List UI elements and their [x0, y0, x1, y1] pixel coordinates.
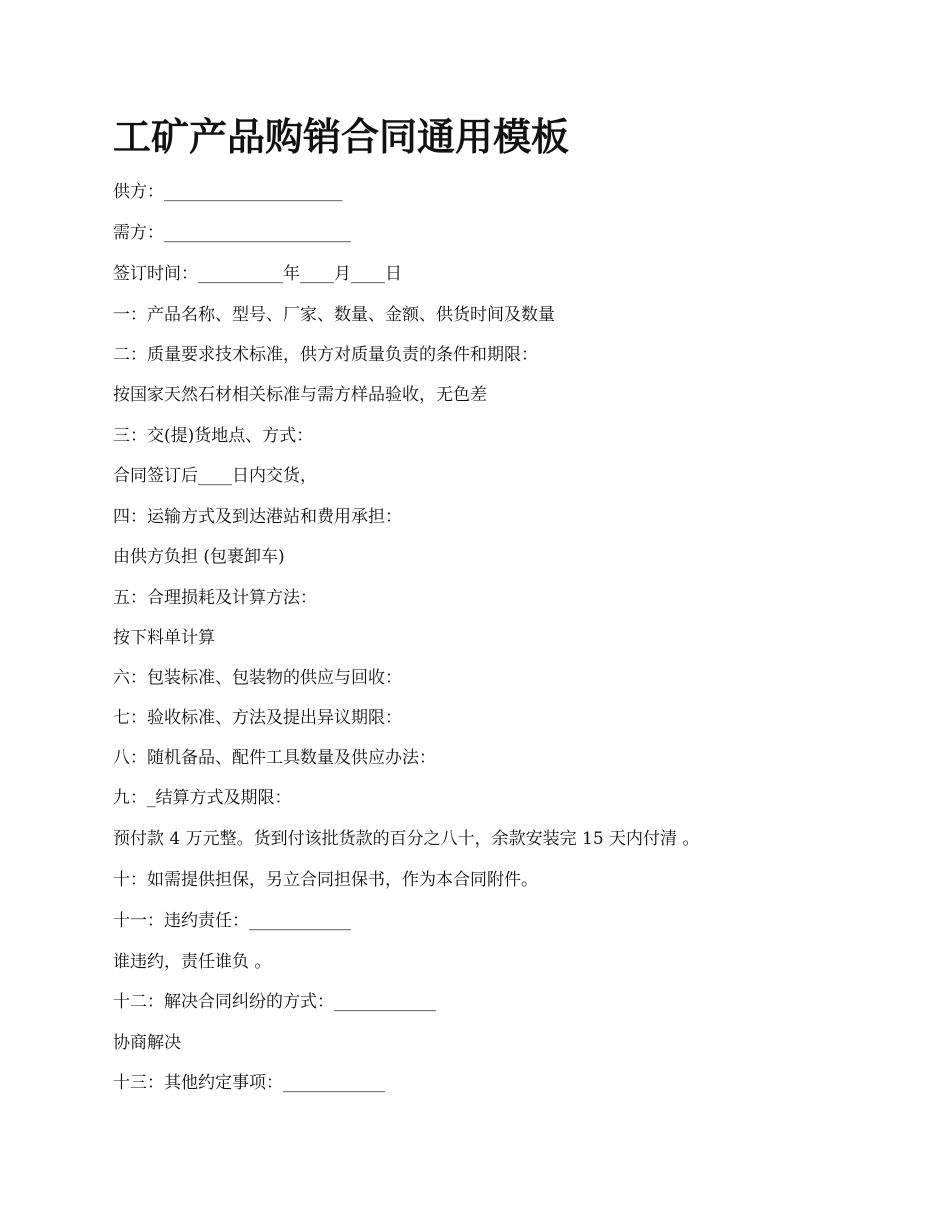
clause-5-content: 按下料单计算 [113, 628, 215, 648]
clause-4-content: 由供方负担 (包裹卸车) [113, 547, 285, 567]
clause-3-content: 合同签订后____日内交货， [113, 466, 317, 486]
supplier-line: 供方：_____________________ [113, 182, 343, 202]
clause-10-heading: 十：如需提供担保，另立合同担保书，作为本合同附件。 [113, 870, 538, 890]
clause-9-content: 预付款 4 万元整。货到付该批货款的百分之八十，余款安装完 15 天内付清 。 [113, 829, 700, 849]
clause-3-heading: 三：交(提)货地点、方式： [113, 426, 314, 446]
clause-12-content: 协商解决 [113, 1033, 181, 1053]
clause-1-heading: 一：产品名称、型号、厂家、数量、金额、供货时间及数量 [113, 305, 555, 325]
buyer-line: 需方：______________________ [113, 223, 351, 243]
clause-4-heading: 四：运输方式及到达港站和费用承担： [113, 507, 402, 527]
clause-13-heading: 十三：其他约定事项：____________ [113, 1073, 385, 1093]
clause-5-heading: 五：合理损耗及计算方法： [113, 588, 317, 608]
clause-7-heading: 七：验收标准、方法及提出异议期限： [113, 708, 402, 728]
clause-2-heading: 二：质量要求技术标准，供方对质量负责的条件和期限： [113, 345, 538, 365]
signing-date-line: 签订时间：__________年____月____日 [113, 264, 402, 284]
clause-6-heading: 六：包装标准、包装物的供应与回收： [113, 668, 402, 688]
clause-11-content: 谁违约，责任谁负 。 [113, 952, 272, 972]
clause-8-heading: 八：随机备品、配件工具数量及供应办法： [113, 748, 436, 768]
document-title: 工矿产品购销合同通用模板 [113, 115, 570, 159]
clause-12-heading: 十二：解决合同纠纷的方式：____________ [113, 992, 436, 1012]
clause-11-heading: 十一：违约责任：____________ [113, 911, 351, 931]
clause-9-heading: 九：_结算方式及期限： [113, 788, 292, 808]
clause-2-content: 按国家天然石材相关标准与需方样品验收，无色差 [113, 385, 487, 405]
